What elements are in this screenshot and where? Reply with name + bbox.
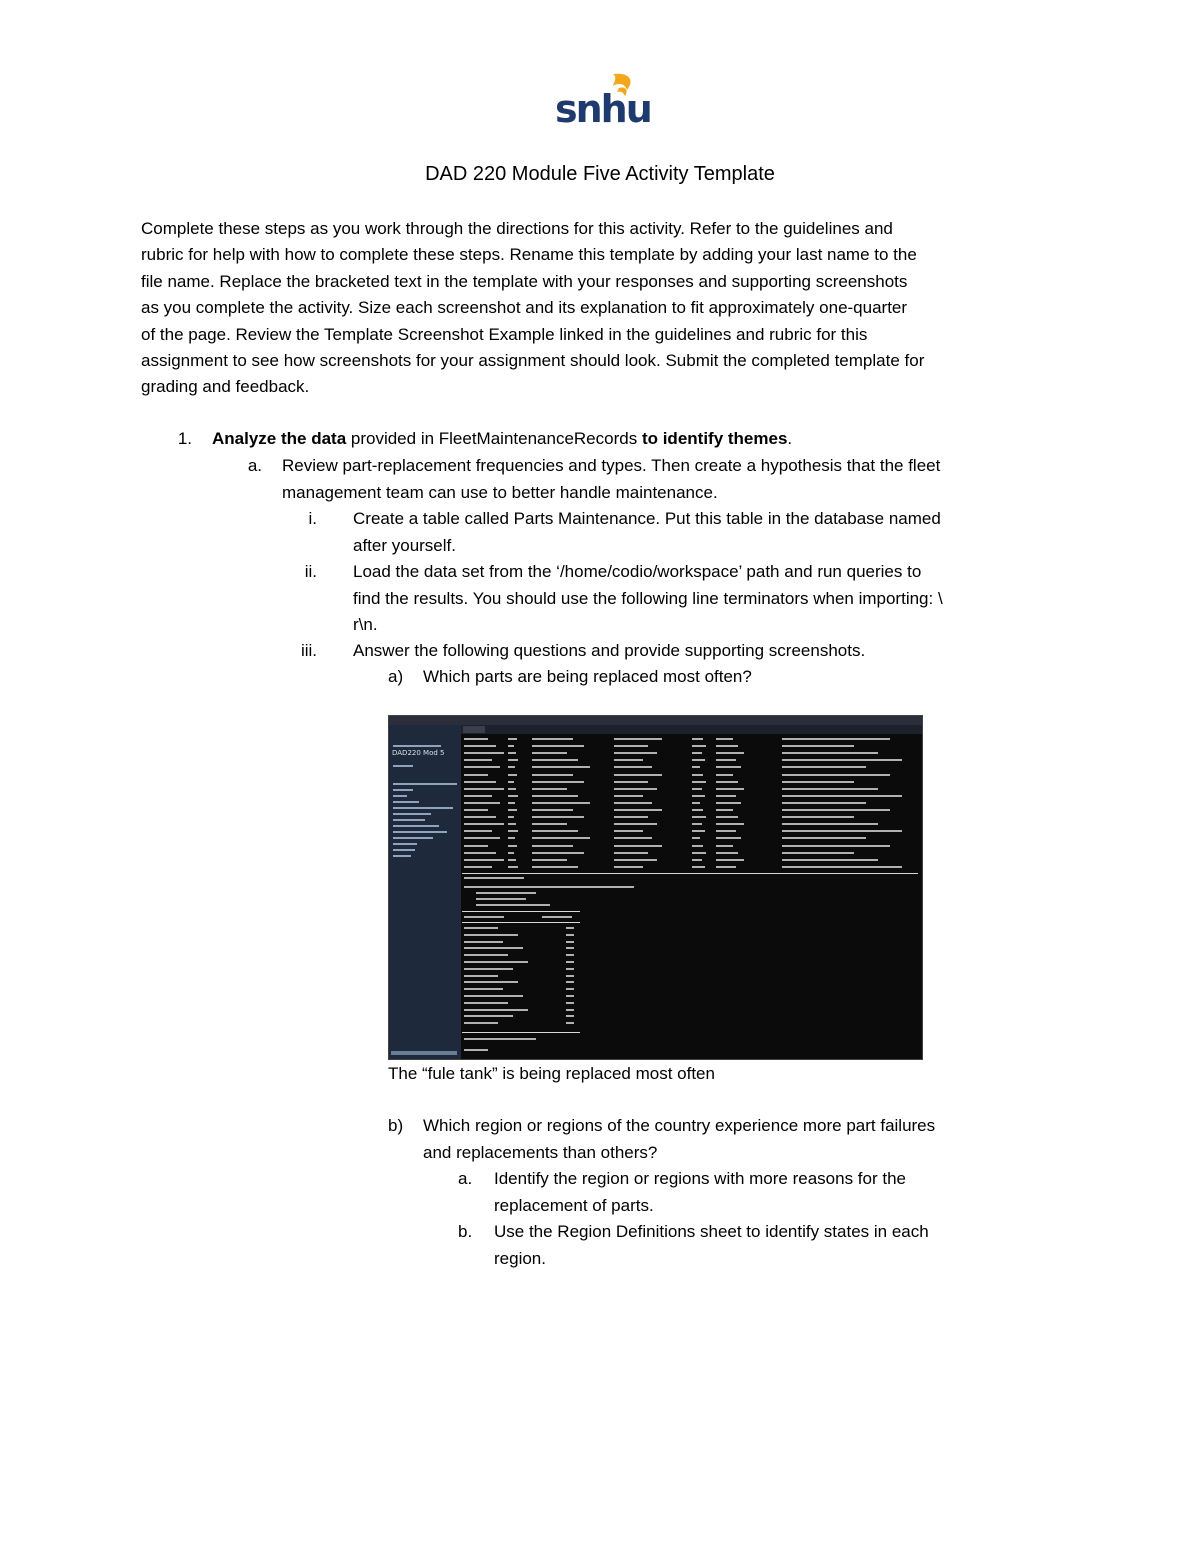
terminal-text-stroke [782,738,890,740]
terminal-text-stroke [532,859,567,861]
terminal-text-stroke [716,852,738,854]
terminal-text-stroke [692,752,702,754]
intro-paragraph [141,216,1066,401]
document-title: DAD 220 Module Five Activity Template [425,163,775,185]
screenshot-terminal-output [462,734,920,1057]
terminal-text-stroke [692,766,700,768]
terminal-text-stroke [566,981,574,983]
terminal-text-stroke [614,816,648,818]
terminal-text-stroke [692,816,706,818]
item-a-line: management team can use to better handle maintenance. [282,483,718,502]
terminal-text-stroke [508,859,516,861]
terminal-text-stroke [692,852,706,854]
terminal-text-stroke [532,837,590,839]
terminal-text-stroke [566,1022,574,1024]
question-b-marker: b) [388,1116,404,1135]
terminal-text-stroke [716,809,733,811]
terminal-text-stroke [464,745,496,747]
terminal-text-stroke [716,738,733,740]
terminal-text-stroke [716,759,736,761]
terminal-text-stroke [716,845,733,847]
terminal-text-stroke [614,788,657,790]
screenshot-tab-bar [461,725,922,734]
question-b-line: Which region or regions of the country experience more part failures [423,1116,936,1135]
terminal-text-stroke [508,766,515,768]
terminal-text-stroke [716,752,744,754]
terminal-text-stroke [532,759,578,761]
terminal-text-stroke [464,927,498,929]
terminal-text-stroke [692,788,702,790]
terminal-text-stroke [692,845,703,847]
item-ii-marker: ii. [304,562,317,581]
terminal-text-stroke [464,816,496,818]
logo-wordmark: snhu [555,87,651,131]
terminal-screenshot [388,715,923,1060]
terminal-text-stroke [532,738,573,740]
terminal-text-stroke [464,774,488,776]
intro-line: Complete these steps as you work through the directions for this activity. Refer to the guidelines and [141,219,893,238]
terminal-text-stroke [464,859,504,861]
terminal-text-stroke [464,877,524,879]
item-ii-line: r\n. [353,615,378,634]
terminal-text-stroke [614,795,643,797]
terminal-text-stroke [782,816,854,818]
terminal-text-stroke [464,788,504,790]
terminal-text-stroke [464,738,488,740]
intro-line: rubric for help with how to complete these steps. Rename this template by adding your last name to the [141,245,917,265]
terminal-text-stroke [464,954,508,956]
terminal-text-stroke [508,759,518,761]
sub-b-marker: b. [458,1222,473,1241]
item-1-bold-end: to identify themes [641,429,788,448]
terminal-text-stroke [782,830,902,832]
terminal-text-stroke [464,759,492,761]
item-1-heading [212,426,792,453]
terminal-text-stroke [782,837,866,839]
item-iii-marker: iii. [300,641,317,660]
terminal-text-stroke [566,968,574,970]
terminal-text-stroke [566,941,574,943]
terminal-text-stroke [716,823,744,825]
terminal-text-stroke [508,823,516,825]
terminal-text-stroke [476,892,536,894]
terminal-text-stroke [614,752,657,754]
terminal-text-stroke [464,988,503,990]
terminal-text-stroke [532,866,578,868]
item-1-period: . [787,429,793,448]
terminal-text-stroke [782,774,890,776]
terminal-text-stroke [464,802,500,804]
terminal-text-stroke [464,823,504,825]
intro-line: as you complete the activity. Size each screenshot and its explanation to fit approximately one-quarter [141,298,908,318]
terminal-text-stroke [464,1022,498,1024]
terminal-text-stroke [476,898,526,900]
terminal-text-stroke [508,852,514,854]
item-i-marker: i. [308,509,317,528]
terminal-text-stroke [532,845,573,847]
screenshot-menu-bar [389,716,922,725]
question-a-marker: a) [388,667,404,686]
terminal-text-stroke [566,954,574,956]
item-iii-line: Answer the following questions and provide supporting screenshots. [353,641,866,660]
sub-a-marker: a. [458,1169,473,1188]
terminal-text-stroke [782,781,854,783]
terminal-text-stroke [782,866,902,868]
terminal-text-stroke [462,873,918,874]
screenshot-project-title: DAD220 Mod 5 [392,749,445,757]
terminal-text-stroke [462,911,580,912]
terminal-text-stroke [532,752,567,754]
terminal-text-stroke [614,781,648,783]
terminal-text-stroke [508,845,517,847]
terminal-text-stroke [692,802,700,804]
terminal-text-stroke [782,809,890,811]
terminal-text-stroke [508,752,516,754]
terminal-text-stroke [464,934,518,936]
terminal-text-stroke [508,866,518,868]
terminal-text-stroke [464,830,492,832]
terminal-text-stroke [692,866,705,868]
terminal-text-stroke [566,995,574,997]
terminal-text-stroke [782,852,854,854]
terminal-text-stroke [464,886,634,888]
terminal-text-stroke [716,816,738,818]
terminal-text-stroke [566,975,574,977]
terminal-text-stroke [716,781,738,783]
item-1-bold-start: Analyze the data [212,429,347,448]
terminal-text-stroke [464,1002,508,1004]
sub-a-line: replacement of parts. [494,1196,654,1215]
terminal-text-stroke [692,738,703,740]
item-ii-line: Load the data set from the ‘/home/codio/workspace’ path and run queries to [353,562,922,581]
terminal-text-stroke [716,866,736,868]
terminal-text-stroke [782,795,902,797]
terminal-text-stroke [464,845,488,847]
terminal-text-stroke [508,774,517,776]
screenshot-file-tree [389,725,461,1059]
terminal-text-stroke [614,845,662,847]
terminal-text-stroke [614,830,643,832]
terminal-text-stroke [614,809,662,811]
snhu-logo [555,72,651,134]
terminal-text-stroke [508,738,517,740]
terminal-text-stroke [464,1049,488,1051]
terminal-text-stroke [532,745,584,747]
terminal-text-stroke [782,823,878,825]
terminal-text-stroke [464,795,492,797]
terminal-text-stroke [566,1002,574,1004]
terminal-text-stroke [716,802,741,804]
terminal-text-stroke [716,788,744,790]
terminal-text-stroke [716,766,741,768]
terminal-text-stroke [464,809,488,811]
terminal-text-stroke [692,781,706,783]
terminal-text-stroke [532,823,567,825]
terminal-text-stroke [464,1009,528,1011]
terminal-text-stroke [566,1015,574,1017]
sub-b-line: region. [494,1249,546,1268]
terminal-text-stroke [692,759,705,761]
terminal-text-stroke [508,809,517,811]
question-b-line: and replacements than others? [423,1143,658,1162]
terminal-text-stroke [782,759,902,761]
terminal-text-stroke [542,916,572,918]
terminal-text-stroke [716,859,744,861]
terminal-text-stroke [614,859,657,861]
terminal-text-stroke [508,837,515,839]
terminal-text-stroke [532,852,584,854]
terminal-text-stroke [566,927,574,929]
terminal-text-stroke [692,795,705,797]
terminal-text-stroke [508,745,514,747]
terminal-text-stroke [508,795,518,797]
terminal-text-stroke [614,738,662,740]
item-a-line: Review part-replacement frequencies and types. Then create a hypothesis that the fleet [282,456,941,475]
item-i-line: after yourself. [353,536,456,555]
terminal-text-stroke [508,816,514,818]
terminal-text-stroke [532,816,584,818]
terminal-text-stroke [532,795,578,797]
terminal-text-stroke [566,961,574,963]
terminal-text-stroke [614,774,662,776]
terminal-text-stroke [464,995,523,997]
terminal-text-stroke [464,1015,513,1017]
terminal-text-stroke [462,922,580,923]
terminal-text-stroke [782,859,878,861]
sub-a-line: Identify the region or regions with more reasons for the [494,1169,906,1188]
terminal-text-stroke [566,947,574,949]
terminal-text-stroke [614,866,643,868]
question-a-text: Which parts are being replaced most often? [423,667,752,686]
intro-line: file name. Replace the bracketed text in the template with your responses and supporting screenshots [141,271,908,291]
terminal-text-stroke [782,766,866,768]
terminal-text-stroke [532,766,590,768]
terminal-text-stroke [692,859,702,861]
terminal-text-stroke [782,845,890,847]
terminal-text-stroke [532,830,578,832]
terminal-text-stroke [508,802,515,804]
terminal-text-stroke [716,745,738,747]
terminal-text-stroke [692,823,702,825]
terminal-text-stroke [716,795,736,797]
item-a-marker: a. [247,456,262,475]
terminal-text-stroke [716,774,733,776]
item-1-middle: provided in FleetMaintenanceRecords [346,429,642,448]
terminal-text-stroke [508,830,518,832]
intro-line: of the page. Review the Template Screenshot Example linked in the guidelines and rubric for this [141,324,868,344]
terminal-text-stroke [508,788,516,790]
terminal-text-stroke [464,781,496,783]
terminal-text-stroke [614,823,657,825]
terminal-text-stroke [614,766,652,768]
terminal-text-stroke [614,759,643,761]
terminal-text-stroke [464,961,528,963]
terminal-text-stroke [782,788,878,790]
terminal-text-stroke [464,968,513,970]
answer-a: The “fule tank” is being replaced most often [388,1064,715,1083]
terminal-text-stroke [532,788,567,790]
terminal-text-stroke [464,981,518,983]
terminal-text-stroke [464,1038,536,1040]
terminal-text-stroke [692,830,705,832]
terminal-text-stroke [716,830,736,832]
terminal-text-stroke [614,852,648,854]
terminal-text-stroke [464,837,500,839]
sub-b-line: Use the Region Definitions sheet to identify states in each [494,1222,929,1241]
terminal-text-stroke [566,934,574,936]
terminal-text-stroke [464,866,492,868]
terminal-text-stroke [532,809,573,811]
terminal-text-stroke [532,781,584,783]
item-i-line: Create a table called Parts Maintenance. Put this table in the database named [353,509,941,528]
terminal-text-stroke [692,745,706,747]
terminal-text-stroke [692,837,700,839]
terminal-text-stroke [614,745,648,747]
terminal-text-stroke [464,852,496,854]
terminal-text-stroke [716,837,741,839]
terminal-text-stroke [692,809,703,811]
intro-line: assignment to see how screenshots for your assignment should look. Submit the completed template for [141,351,925,371]
terminal-text-stroke [464,766,500,768]
item-1-number: 1. [177,429,192,448]
terminal-text-stroke [464,947,523,949]
terminal-text-stroke [614,802,652,804]
terminal-text-stroke [464,975,498,977]
terminal-text-stroke [532,802,590,804]
intro-line: grading and feedback. [141,377,310,397]
terminal-text-stroke [566,988,574,990]
terminal-text-stroke [476,904,550,906]
terminal-text-stroke [464,916,504,918]
terminal-text-stroke [692,774,703,776]
terminal-text-stroke [782,745,854,747]
terminal-text-stroke [782,752,878,754]
terminal-text-stroke [532,774,573,776]
terminal-text-stroke [614,837,652,839]
terminal-text-stroke [508,781,514,783]
terminal-text-stroke [566,1009,574,1011]
terminal-text-stroke [464,941,503,943]
item-ii-line: find the results. You should use the following line terminators when importing: \ [353,589,943,608]
terminal-text-stroke [464,752,504,754]
terminal-text-stroke [782,802,866,804]
terminal-text-stroke [462,1032,580,1033]
